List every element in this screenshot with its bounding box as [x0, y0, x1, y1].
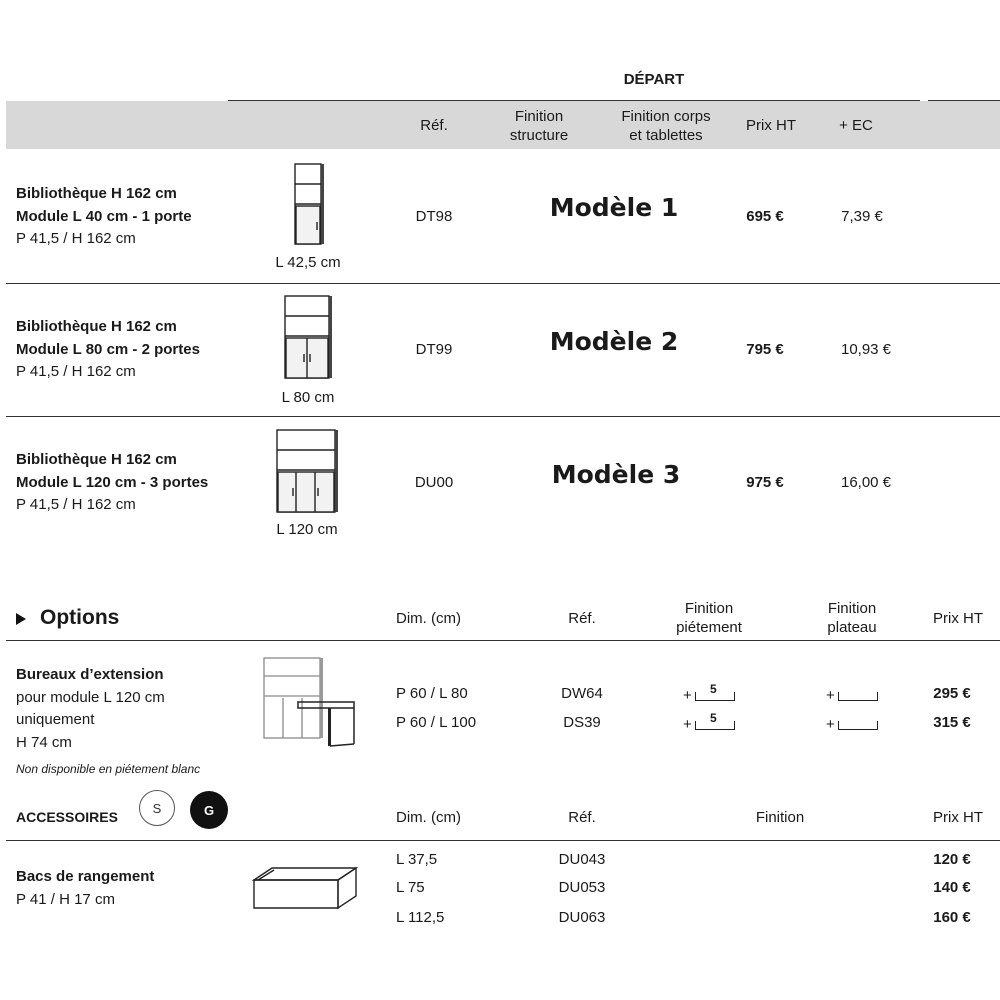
option-row-2-plus-pietement: + [683, 716, 692, 733]
accessory-row-3-dim: L 112,5 [396, 909, 445, 926]
options-col-plateau-l1: Finition [827, 600, 877, 617]
product-1-model: Modèle 1 [549, 193, 679, 222]
extension-desk-title: Bureaux d’extension [16, 666, 164, 683]
row-divider [6, 283, 1000, 284]
badge-g: G [190, 791, 228, 829]
extension-desk-line-3: H 74 cm [16, 733, 72, 751]
option-row-1-dim: P 60 / L 80 [396, 685, 468, 702]
product-3-title-2: Module L 120 cm - 3 portes [16, 473, 209, 491]
options-col-pietement-l1: Finition [684, 600, 734, 617]
options-col-ref: Réf. [568, 610, 596, 627]
options-col-finition-plateau [827, 599, 876, 637]
product-3-width: L 120 cm [276, 521, 338, 538]
product-3-ec: 16,00 € [840, 474, 892, 491]
options-col-pietement-l2: piétement [676, 619, 742, 636]
product-1-dims: P 41,5 / H 162 cm [16, 230, 136, 247]
product-3-ref: DU00 [414, 474, 454, 491]
bookcase-1-icon [290, 160, 330, 250]
options-rule [6, 640, 1000, 641]
accessory-row-1-ref: DU043 [558, 851, 606, 868]
badge-s: S [139, 790, 175, 826]
triangle-right-icon [16, 613, 26, 625]
option-row-2-dim: P 60 / L 100 [396, 714, 477, 731]
options-col-plateau-l2: plateau [827, 619, 877, 636]
col-finition-structure [510, 107, 568, 145]
product-3-price: 975 € [746, 474, 784, 491]
storage-box-text [16, 866, 154, 911]
storage-box-dims: P 41 / H 17 cm [16, 890, 115, 908]
extension-desk-line-2: uniquement [16, 711, 95, 728]
extension-desk-line-1: pour module L 120 cm [16, 688, 165, 706]
accessory-row-3-price: 160 € [933, 909, 971, 926]
extension-desk-text [16, 664, 165, 754]
options-col-dim: Dim. (cm) [396, 610, 461, 627]
option-row-1-plus-pietement: + [683, 687, 692, 704]
col-finition-structure-l1: Finition [514, 108, 564, 125]
option-row-1-plus-plateau: + [826, 687, 835, 704]
depart-label: DÉPART [623, 71, 685, 88]
option-row-2-price: 315 € [933, 714, 971, 731]
col-ec: + EC [839, 117, 873, 134]
product-2-ref: DT99 [415, 341, 453, 358]
col-finition-structure-l2: structure [509, 127, 569, 144]
accessoires-col-ref: Réf. [568, 809, 596, 826]
product-1-title-2: Module L 40 cm - 1 porte [16, 207, 192, 225]
accessoires-rule [6, 840, 1000, 841]
product-2-dims: P 41,5 / H 162 cm [16, 363, 136, 380]
option-row-1-pietement-code: 5 [710, 682, 717, 696]
accessoires-col-prix-ht: Prix HT [933, 809, 983, 826]
product-1-ref: DT98 [415, 208, 453, 225]
storage-box-icon [250, 864, 362, 914]
extension-desk-icon [256, 652, 362, 752]
product-3-text [16, 449, 208, 517]
accessory-row-2-price: 140 € [933, 879, 971, 896]
product-2-model: Modèle 2 [549, 327, 679, 356]
product-1-width: L 42,5 cm [275, 254, 341, 271]
product-2-ec: 10,93 € [840, 341, 892, 358]
option-row-1-price: 295 € [933, 685, 971, 702]
extension-desk-note: Non disponible en piétement blanc [16, 762, 201, 776]
product-1-text [16, 183, 192, 251]
accessory-row-1-price: 120 € [933, 851, 971, 868]
option-row-1-ref: DW64 [561, 685, 603, 702]
bookcase-2-icon [280, 292, 336, 384]
accessory-row-2-dim: L 75 [396, 879, 425, 896]
col-finition-corps-l1: Finition corps [621, 108, 711, 125]
product-1-price: 695 € [746, 208, 784, 225]
option-row-2-pietement-code: 5 [710, 711, 717, 725]
product-1-title-1: Bibliothèque H 162 cm [16, 185, 177, 202]
col-ref: Réf. [420, 117, 448, 134]
product-2-width: L 80 cm [281, 389, 335, 406]
options-col-prix-ht: Prix HT [933, 610, 983, 627]
accessoires-title: ACCESSOIRES [16, 809, 118, 825]
col-prix-ht: Prix HT [746, 117, 796, 134]
option-row-2-plateau-box [838, 721, 878, 730]
accessoires-col-dim: Dim. (cm) [396, 809, 461, 826]
storage-box-title: Bacs de rangement [16, 868, 155, 885]
product-2-title-1: Bibliothèque H 162 cm [16, 318, 177, 335]
product-2-price: 795 € [746, 341, 784, 358]
product-3-title-1: Bibliothèque H 162 cm [16, 451, 177, 468]
product-1-ec: 7,39 € [841, 208, 883, 225]
options-title: Options [40, 606, 120, 629]
accessory-row-1-dim: L 37,5 [396, 851, 438, 868]
bookcase-3-icon [272, 426, 342, 518]
option-row-1-plateau-box [838, 692, 878, 701]
product-2-title-2: Module L 80 cm - 2 portes [16, 340, 200, 358]
accessory-row-3-ref: DU063 [558, 909, 606, 926]
product-3-dims: P 41,5 / H 162 cm [16, 496, 136, 513]
row-divider [6, 416, 1000, 417]
accessory-row-2-ref: DU053 [558, 879, 606, 896]
option-row-2-ref: DS39 [563, 714, 601, 731]
product-3-model: Modèle 3 [551, 460, 681, 489]
option-row-2-plus-plateau: + [826, 716, 835, 733]
product-2-text [16, 316, 200, 384]
col-finition-corps-l2: et tablettes [629, 127, 703, 144]
accessoires-col-finition: Finition [755, 809, 805, 826]
options-col-finition-pietement [676, 599, 742, 637]
col-finition-corps [621, 107, 710, 145]
